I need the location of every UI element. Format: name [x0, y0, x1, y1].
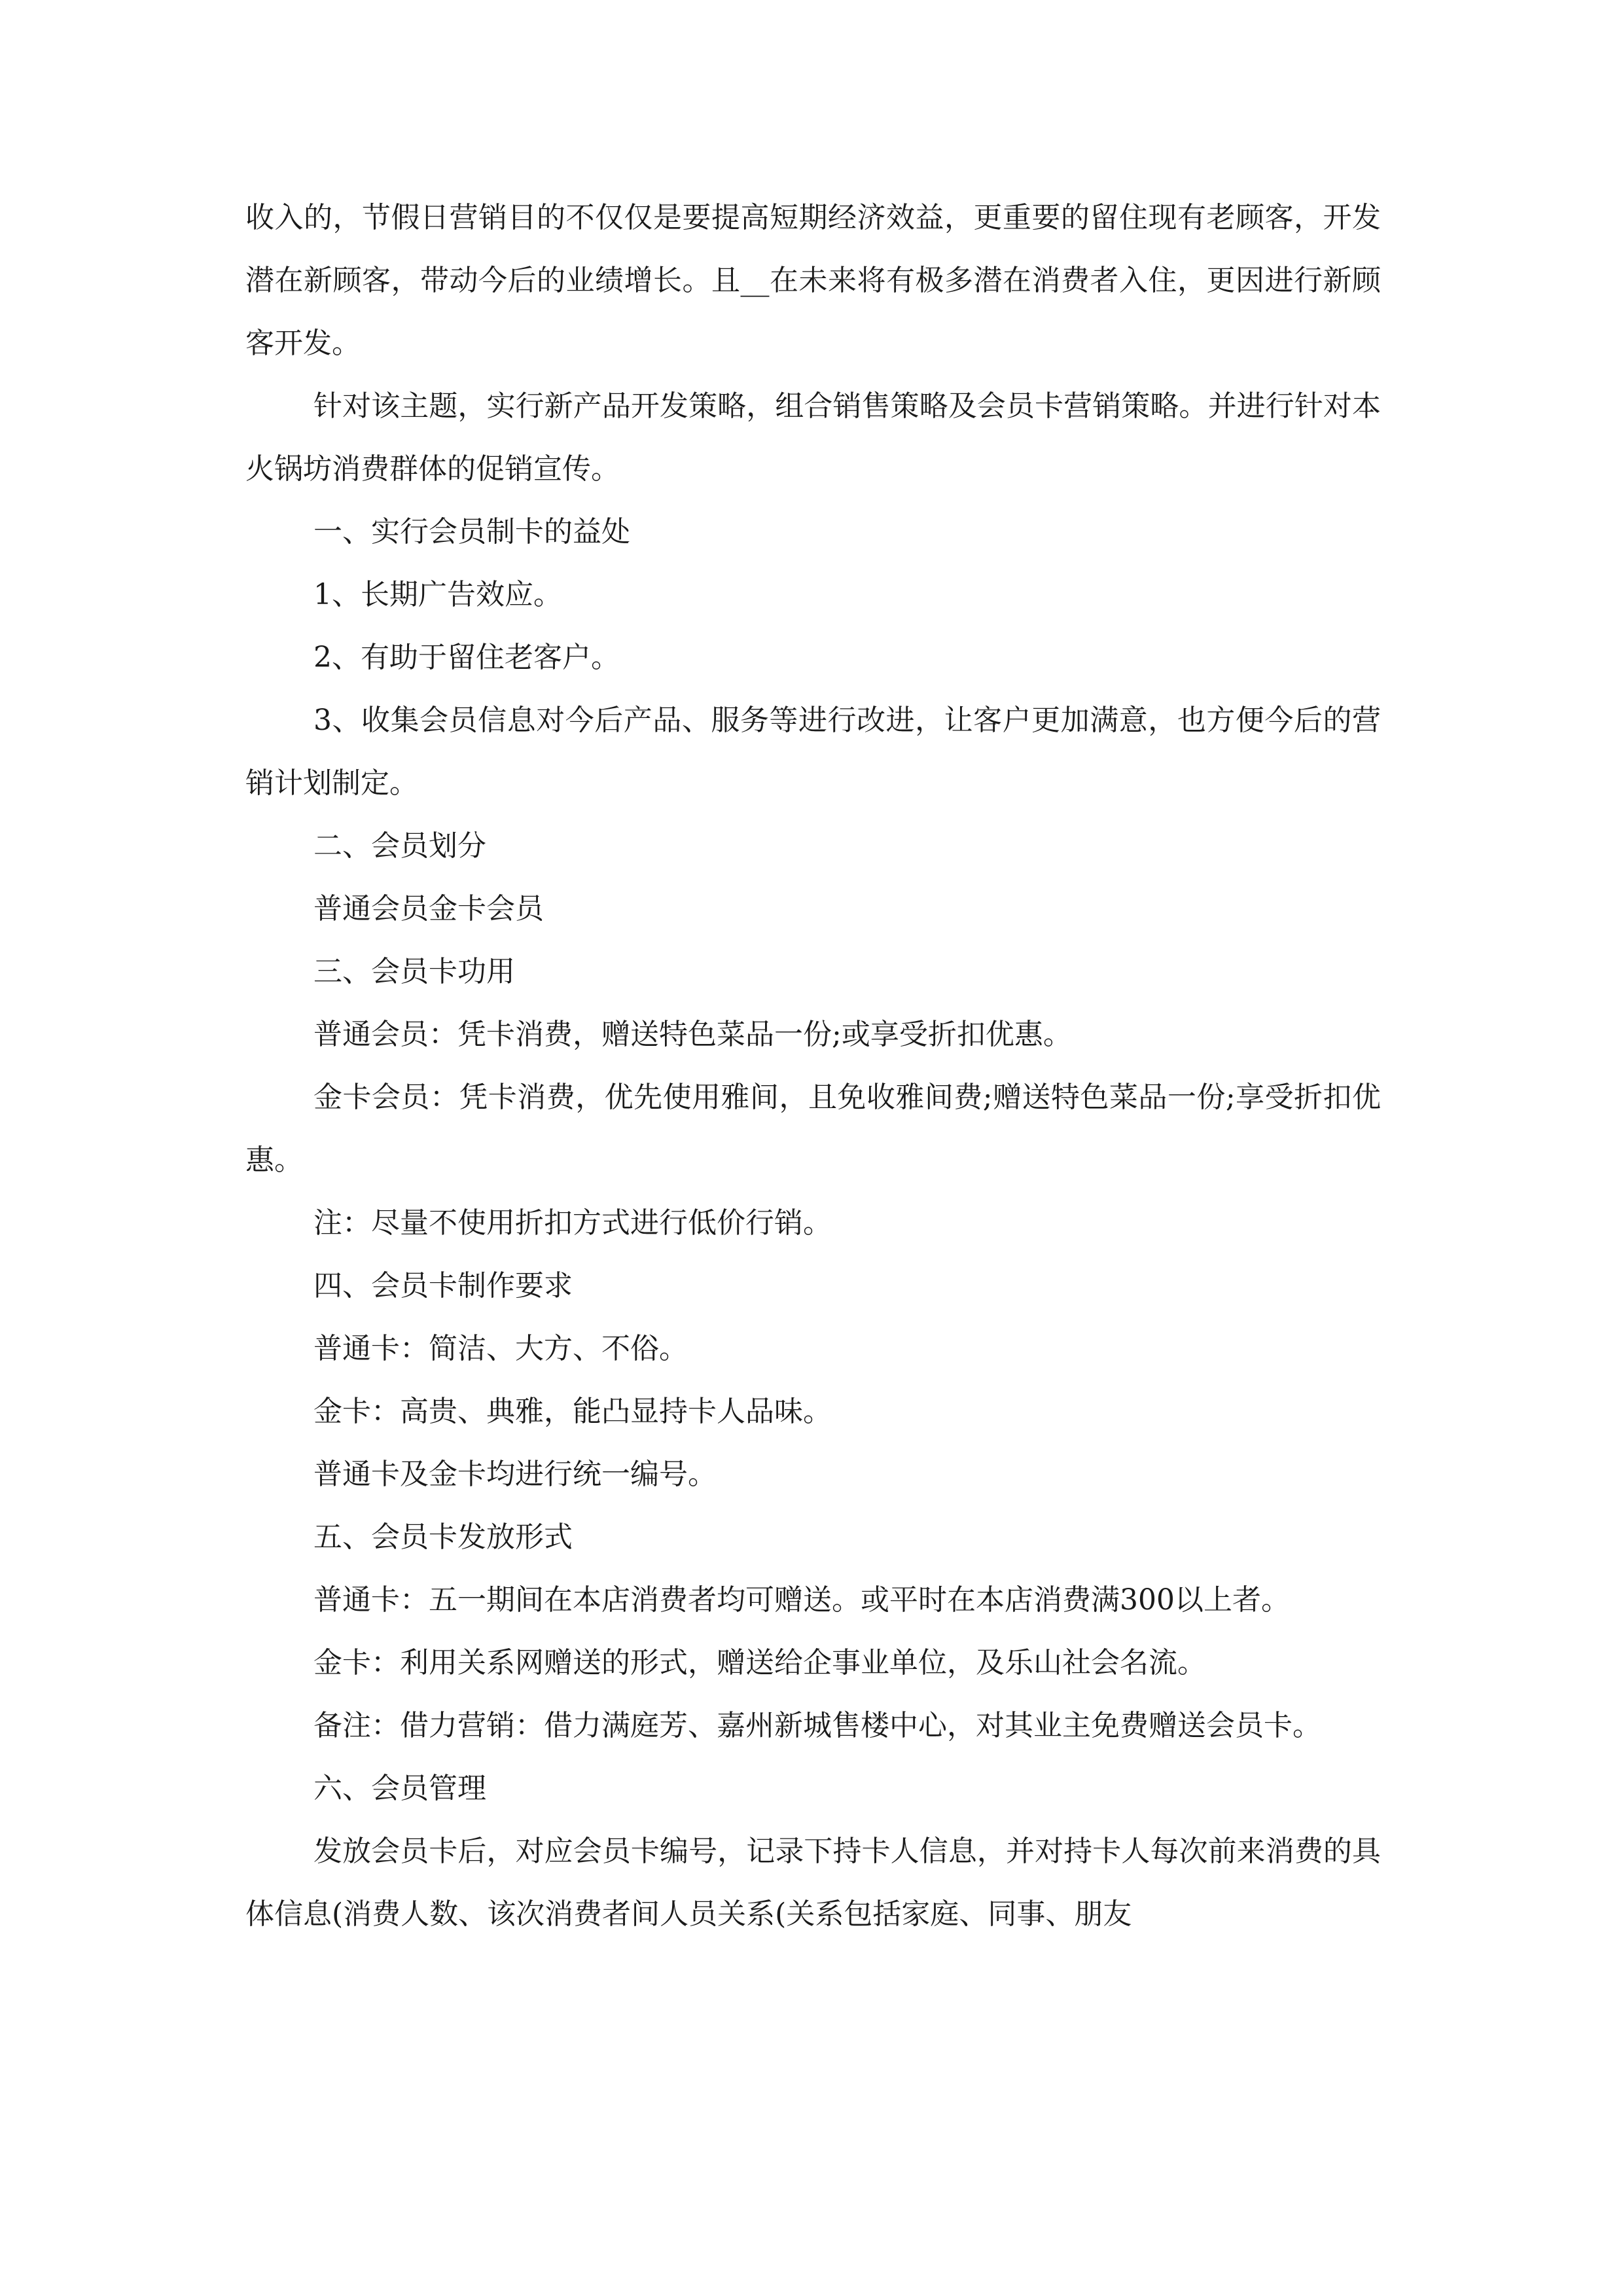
- paragraph: 普通卡：五一期间在本店消费者均可赠送。或平时在本店消费满300以上者。: [313, 1583, 1290, 1617]
- paragraph: 普通会员：凭卡消费，赠送特色菜品一份;或享受折扣优惠。: [313, 1018, 1072, 1051]
- section-heading: 一、实行会员制卡的益处: [313, 515, 630, 548]
- paragraph: 金卡：利用关系网赠送的形式，赠送给企事业单位，及乐山社会名流。: [313, 1646, 1206, 1679]
- section-heading: 二、会员划分: [313, 829, 486, 863]
- section-heading: 五、会员卡发放形式: [313, 1520, 573, 1554]
- document-body: [245, 187, 1381, 1946]
- section-heading: 四、会员卡制作要求: [313, 1269, 573, 1302]
- section-heading: 三、会员卡功用: [313, 955, 515, 988]
- list-item: 2、有助于留住老客户。: [313, 641, 620, 674]
- paragraph: 普通会员金卡会员: [313, 892, 544, 925]
- paragraph: 普通卡及金卡均进行统一编号。: [313, 1458, 717, 1491]
- paragraph: 收入的，节假日营销目的不仅仅是要提高短期经济效益，更重要的留住现有老顾客，开发潜在新顾客，带动今后的业绩增长。且__在未来将有极多潜在消费者入住，更因进行新顾客开发。: [245, 201, 1381, 360]
- paragraph: 发放会员卡后，对应会员卡编号，记录下持卡人信息，并对持卡人每次前来消费的具体信息(消费人数、该次消费者间人员关系(关系包括家庭、同事、朋友: [245, 1835, 1381, 1931]
- list-item: 3、收集会员信息对今后产品、服务等进行改进，让客户更加满意，也方便今后的营销计划制定。: [245, 704, 1381, 800]
- paragraph: 金卡：高贵、典雅，能凸显持卡人品味。: [313, 1395, 832, 1428]
- paragraph: 普通卡：简洁、大方、不俗。: [313, 1332, 688, 1365]
- paragraph: 针对该主题，实行新产品开发策略，组合销售策略及会员卡营销策略。并进行针对本火锅坊消费群体的促销宣传。: [245, 389, 1381, 486]
- list-item: 1、长期广告效应。: [313, 578, 562, 611]
- paragraph: 金卡会员：凭卡消费，优先使用雅间，且免收雅间费;赠送特色菜品一份;享受折扣优惠。: [245, 1081, 1381, 1177]
- paragraph: 备注：借力营销：借力满庭芳、嘉州新城售楼中心，对其业主免费赠送会员卡。: [313, 1709, 1321, 1742]
- section-heading: 六、会员管理: [313, 1772, 486, 1805]
- paragraph: 注：尽量不使用折扣方式进行低价行销。: [313, 1206, 832, 1240]
